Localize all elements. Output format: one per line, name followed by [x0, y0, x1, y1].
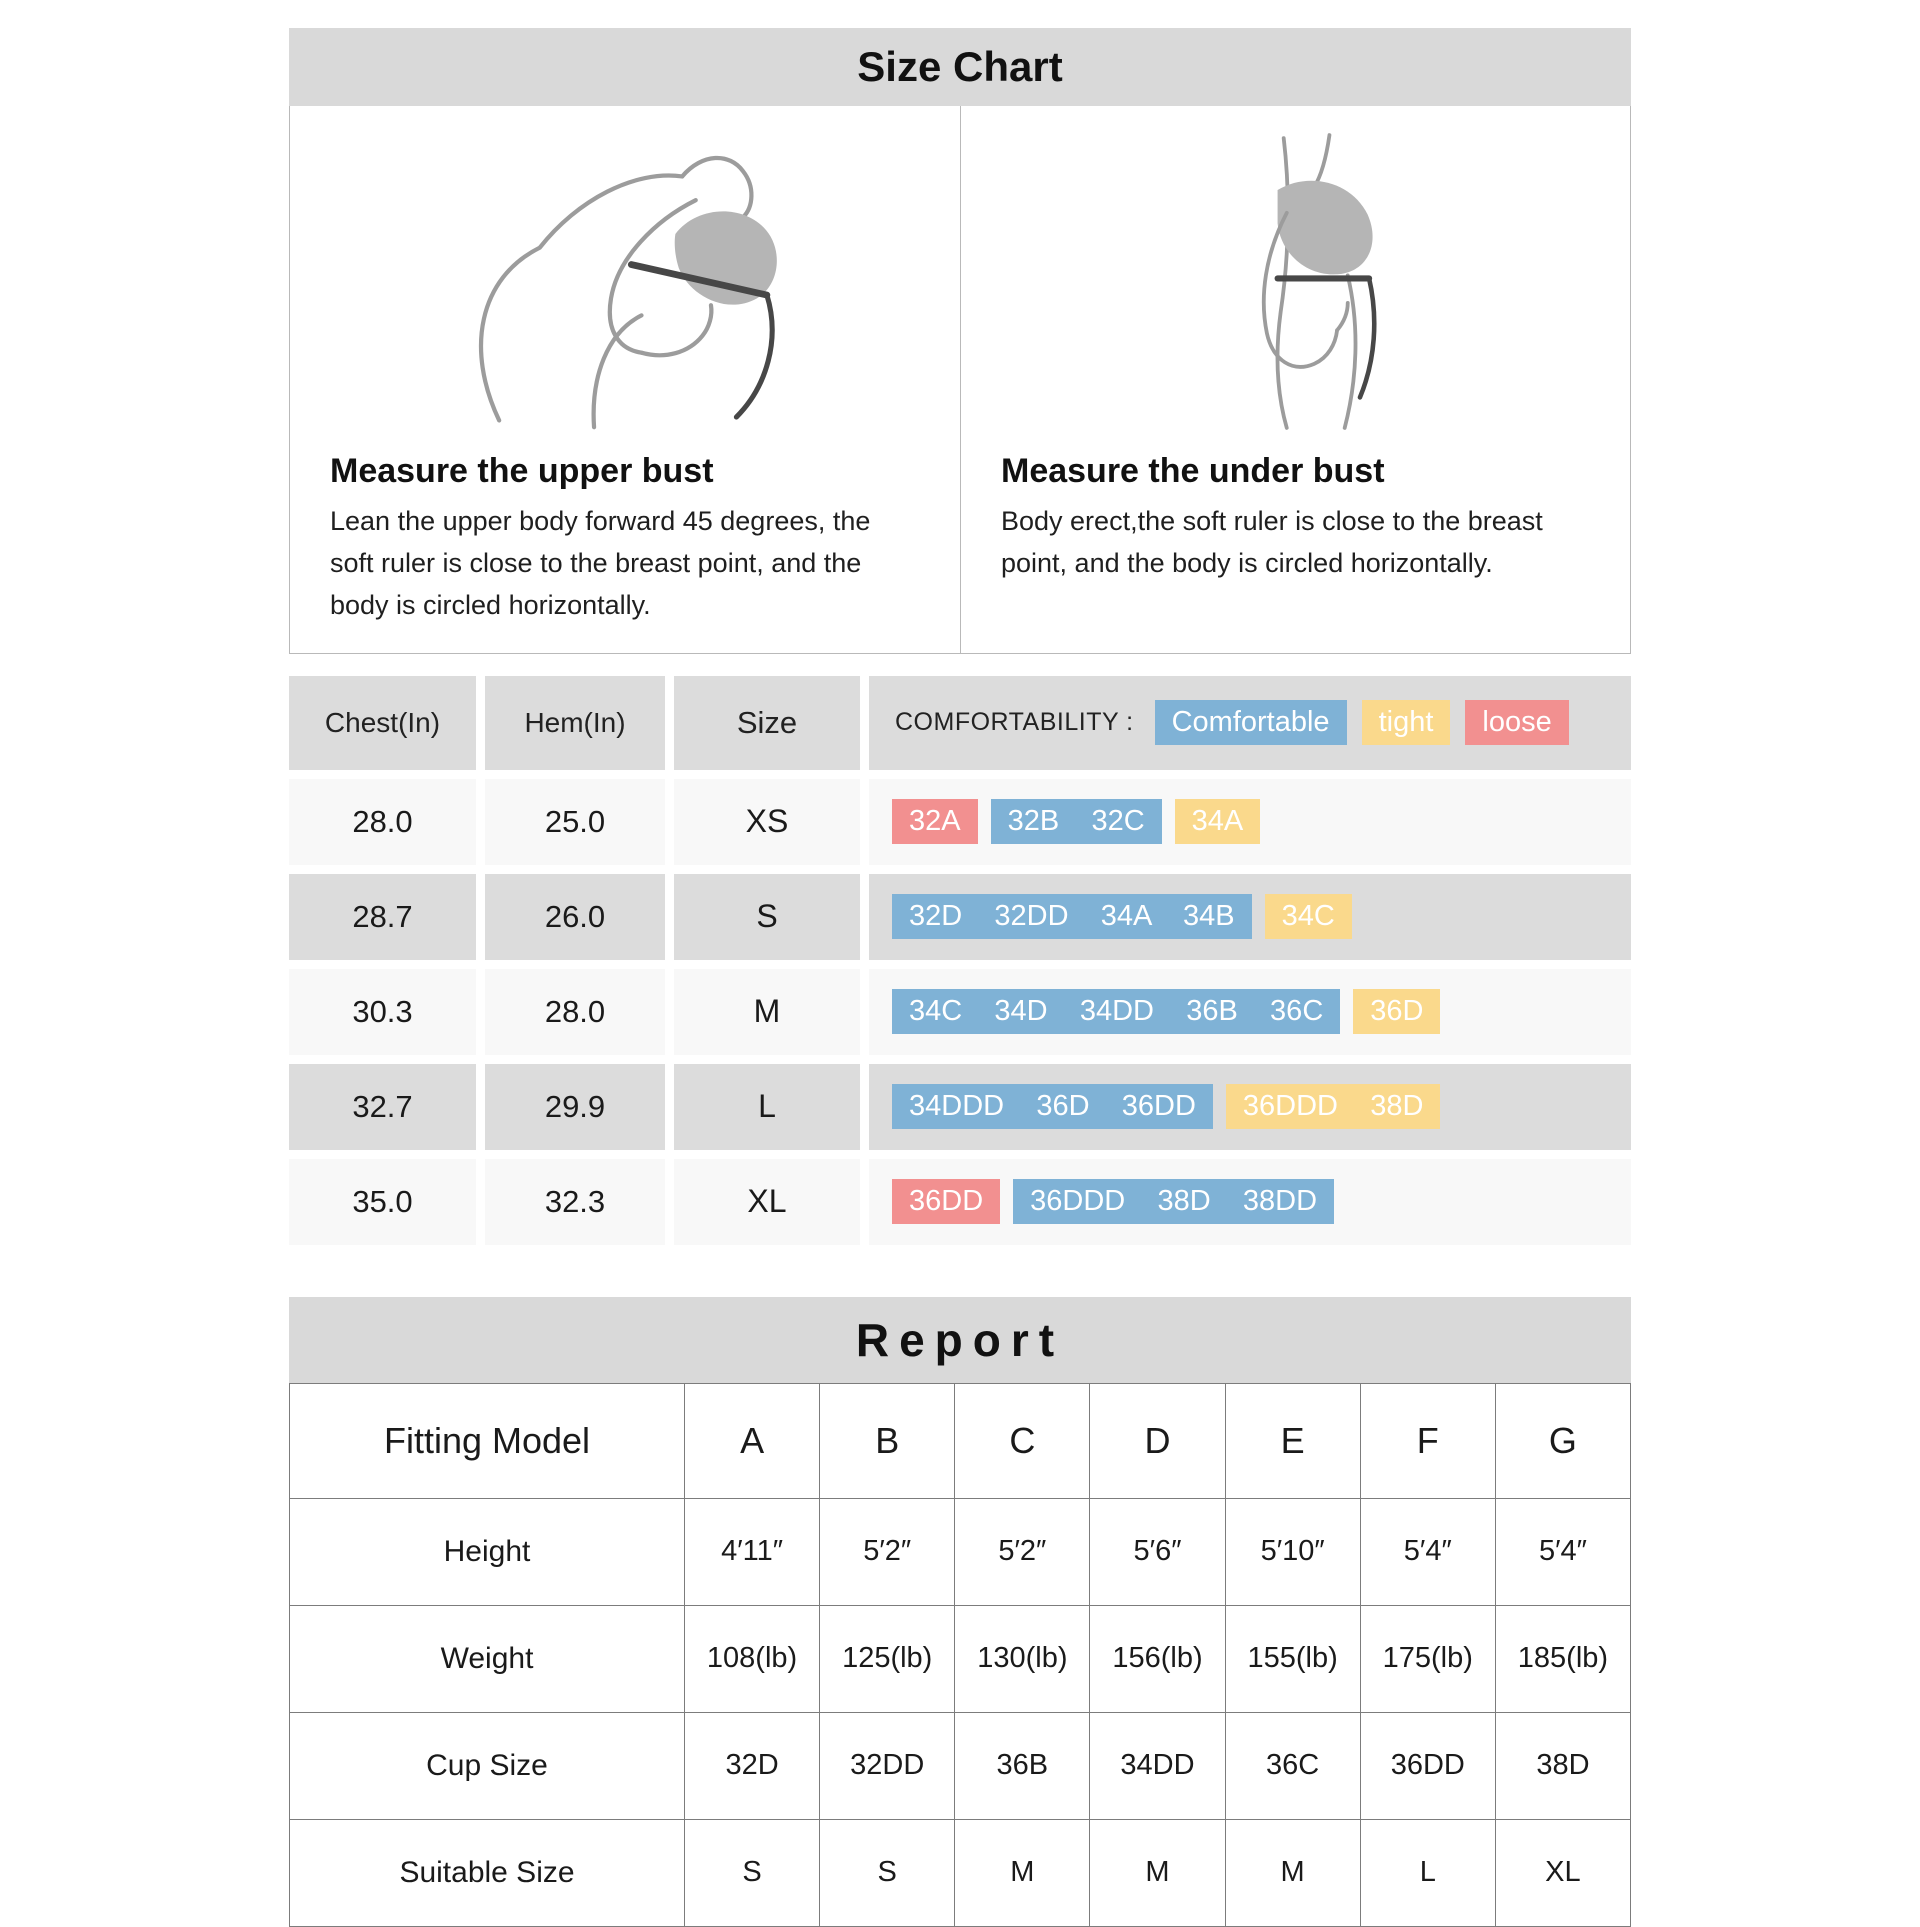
hem-value: 28.0 [485, 969, 665, 1055]
report-height-cell: 5′6″ [1090, 1498, 1225, 1605]
report-model-cell: G [1495, 1383, 1630, 1498]
report-cup-cell: 36B [955, 1712, 1090, 1819]
size-badge: 32B 32C [991, 799, 1162, 844]
measure-upper-bust-illustration [428, 129, 835, 434]
report-height-cell: 5′4″ [1360, 1498, 1495, 1605]
chest-value: 32.7 [289, 1064, 476, 1150]
size-table [289, 676, 1631, 1245]
report-weight-cell: 155(lb) [1225, 1605, 1360, 1712]
cup-badges-cell [869, 1159, 1631, 1245]
page-title: Size Chart [289, 28, 1631, 106]
report-weight-cell: 156(lb) [1090, 1605, 1225, 1712]
hem-header: Hem(In) [485, 676, 665, 770]
report-cup-cell: 36DD [1360, 1712, 1495, 1819]
report-cup-cell: 32DD [820, 1712, 955, 1819]
size-badge: 34DDD 36D 36DD [892, 1084, 1213, 1129]
report-weight-cell: 185(lb) [1495, 1605, 1630, 1712]
measure-upper-bust-section [290, 106, 960, 653]
report-model-cell: A [685, 1383, 820, 1498]
upper-bust-heading: Measure the upper bust [330, 452, 714, 490]
cup-badges-cell [869, 1064, 1631, 1150]
cup-badges-cell [869, 969, 1631, 1055]
measure-under-bust-illustration [1119, 129, 1485, 434]
upper-bust-figure-wrap [330, 112, 932, 434]
hem-value: 32.3 [485, 1159, 665, 1245]
report-cup-cell: 32D [685, 1712, 820, 1819]
report-model-cell: B [820, 1383, 955, 1498]
height-label: Height [290, 1498, 685, 1605]
size-chart-page [289, 0, 1631, 1927]
report-suitable-cell: M [1225, 1819, 1360, 1926]
under-bust-description: Body erect,the soft ruler is close to the breast point, and the body is circled horizontally. [1001, 506, 1543, 578]
report-cup-cell: 36C [1225, 1712, 1360, 1819]
report-height-cell: 5′10″ [1225, 1498, 1360, 1605]
size-badge: 32D 32DD 34A 34B [892, 894, 1252, 939]
report-height-cell: 5′2″ [820, 1498, 955, 1605]
size-badge: 36DDD 38D 38DD [1013, 1179, 1334, 1224]
cup-badges-cell [869, 874, 1631, 960]
report-cup-cell: 34DD [1090, 1712, 1225, 1819]
size-value: L [674, 1064, 860, 1150]
size-header: Size [674, 676, 860, 770]
report-title: Report [289, 1297, 1631, 1383]
size-badge: 36D [1353, 989, 1440, 1034]
report-height-cell: 4′11″ [685, 1498, 820, 1605]
size-value: XS [674, 779, 860, 865]
size-badge: 34C [1265, 894, 1352, 939]
report-model-cell: E [1225, 1383, 1360, 1498]
report-suitable-cell: XL [1495, 1819, 1630, 1926]
hem-value: 25.0 [485, 779, 665, 865]
upper-bust-description: Lean the upper body forward 45 degrees, the soft ruler is close to the breast point, and the body is circled horizontally. [330, 506, 871, 620]
report-weight-cell: 125(lb) [820, 1605, 955, 1712]
report-weight-cell: 175(lb) [1360, 1605, 1495, 1712]
size-badge: 32A [892, 799, 978, 844]
report-suitable-cell: S [685, 1819, 820, 1926]
report-table [289, 1383, 1631, 1927]
report-suitable-cell: S [820, 1819, 955, 1926]
measure-under-bust-section [960, 106, 1630, 653]
cup-size-row [290, 1712, 1631, 1819]
size-badge: 34A [1175, 799, 1261, 844]
legend-loose-badge: loose [1465, 700, 1568, 745]
report-cup-cell: 38D [1495, 1712, 1630, 1819]
chest-value: 28.7 [289, 874, 476, 960]
report-suitable-cell: L [1360, 1819, 1495, 1926]
chest-value: 35.0 [289, 1159, 476, 1245]
report-model-cell: D [1090, 1383, 1225, 1498]
size-badge: 34C 34D 34DD 36B 36C [892, 989, 1340, 1034]
under-bust-heading: Measure the under bust [1001, 452, 1385, 490]
cup-badges-cell [869, 779, 1631, 865]
size-badge: 36DD [892, 1179, 1000, 1224]
report-suitable-cell: M [955, 1819, 1090, 1926]
report-suitable-cell: M [1090, 1819, 1225, 1926]
suitable-size-label: Suitable Size [290, 1819, 685, 1926]
report-section [289, 1297, 1631, 1927]
report-model-cell: C [955, 1383, 1090, 1498]
chest-value: 28.0 [289, 779, 476, 865]
under-bust-figure-wrap [1001, 112, 1602, 434]
suitable-size-row [290, 1819, 1631, 1926]
chest-value: 30.3 [289, 969, 476, 1055]
report-weight-cell: 130(lb) [955, 1605, 1090, 1712]
weight-label: Weight [290, 1605, 685, 1712]
fitting-model-row [290, 1383, 1631, 1498]
fitting-model-label: Fitting Model [290, 1383, 685, 1498]
hem-value: 26.0 [485, 874, 665, 960]
report-weight-cell: 108(lb) [685, 1605, 820, 1712]
size-value: S [674, 874, 860, 960]
weight-row [290, 1605, 1631, 1712]
hem-value: 29.9 [485, 1064, 665, 1150]
comfortability-header [869, 676, 1631, 770]
legend-comfortable-badge: Comfortable [1155, 700, 1347, 745]
legend-tight-badge: tight [1362, 700, 1451, 745]
size-value: XL [674, 1159, 860, 1245]
size-value: M [674, 969, 860, 1055]
measure-instructions [289, 106, 1631, 654]
report-height-cell: 5′2″ [955, 1498, 1090, 1605]
chest-header: Chest(In) [289, 676, 476, 770]
report-height-cell: 5′4″ [1495, 1498, 1630, 1605]
report-model-cell: F [1360, 1383, 1495, 1498]
height-row [290, 1498, 1631, 1605]
cup-size-label: Cup Size [290, 1712, 685, 1819]
size-badge: 36DDD 38D [1226, 1084, 1441, 1129]
comfortability-label: COMFORTABILITY : [895, 708, 1134, 737]
